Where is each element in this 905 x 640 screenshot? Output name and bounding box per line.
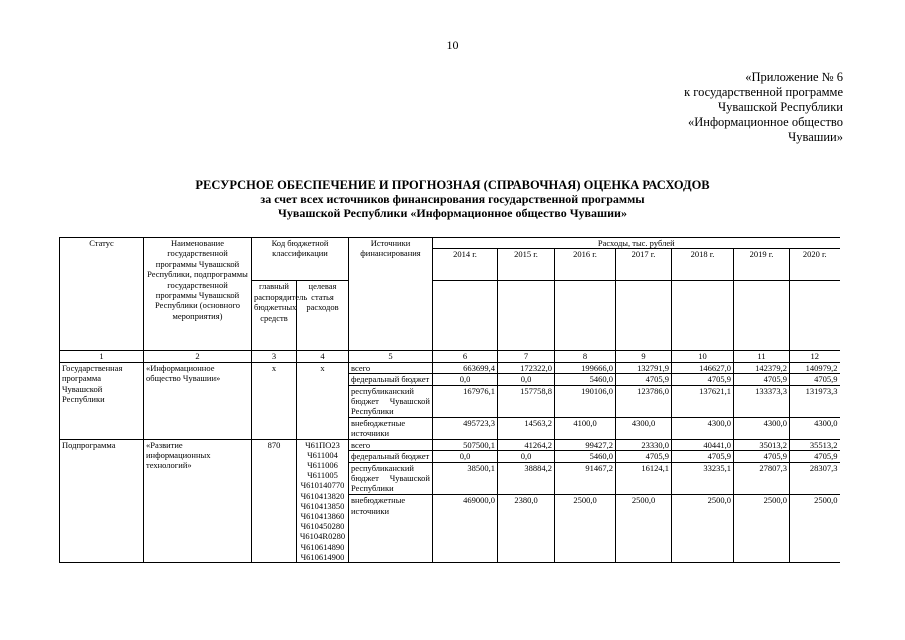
header-main-manager: главный распорядитель бюджетных средств: [252, 281, 297, 351]
row-target: х: [297, 362, 349, 439]
row-status: Государственная программа Чувашской Республики: [60, 362, 144, 439]
row-source: внебюджетные источники: [349, 495, 433, 563]
value-cell: 133373,3: [734, 385, 790, 417]
header-year: 2016 г.: [555, 249, 616, 281]
value-cell: 172322,0: [498, 362, 555, 373]
value-cell: 4300,0: [734, 417, 790, 439]
row-name: «Информационное общество Чувашии»: [144, 362, 252, 439]
header-target-item: целевая статья расходов: [297, 281, 349, 351]
value-cell: 4705,9: [734, 374, 790, 385]
value-cell: 4705,9: [734, 451, 790, 462]
value-cell: 4705,9: [672, 374, 734, 385]
appendix-line: к государственной программе: [684, 85, 843, 99]
column-number: 2: [144, 351, 252, 362]
column-number: 4: [297, 351, 349, 362]
value-cell: 40441,0: [672, 439, 734, 450]
value-cell: 91467,2: [555, 462, 616, 494]
table-row: [60, 439, 840, 450]
table-row: [60, 362, 840, 373]
header-name: Наименование государственной программы Чувашской Республики, подпрограммы государственной программы Чувашской Республики (основного мероприятия): [144, 238, 252, 351]
page-number: 10: [446, 38, 459, 52]
heading-line-3: Чувашской Республики «Информационное общество Чувашии»: [278, 206, 627, 220]
value-cell: 5460,0: [555, 374, 616, 385]
value-cell: 4100,0: [555, 417, 616, 439]
heading-line-2: за счет всех источников финансирования государственной программы: [260, 192, 645, 206]
value-cell: 23330,0: [616, 439, 672, 450]
header-year: 2019 г.: [734, 249, 790, 281]
row-source: федеральный бюджет: [349, 374, 433, 385]
value-cell: 137621,1: [672, 385, 734, 417]
value-cell: 5460,0: [555, 451, 616, 462]
column-number: 7: [498, 351, 555, 362]
value-cell: 33235,1: [672, 462, 734, 494]
value-cell: 41264,2: [498, 439, 555, 450]
column-number: 1: [60, 351, 144, 362]
value-cell: 2500,0: [734, 495, 790, 563]
row-source: внебюджетные источники: [349, 417, 433, 439]
value-cell: 140979,2: [790, 362, 840, 373]
value-cell: 507500,1: [433, 439, 498, 450]
appendix-line: Чувашии»: [788, 130, 843, 144]
heading-line-1: РЕСУРСНОЕ ОБЕСПЕЧЕНИЕ И ПРОГНОЗНАЯ (СПРАВОЧНАЯ) ОЦЕНКА РАСХОДОВ: [195, 178, 710, 192]
value-cell: 4300,0: [790, 417, 840, 439]
value-cell: 132791,9: [616, 362, 672, 373]
column-number: 3: [252, 351, 297, 362]
value-cell: 146627,0: [672, 362, 734, 373]
value-cell: 99427,2: [555, 439, 616, 450]
row-source: всего: [349, 439, 433, 450]
document-heading: [0, 178, 905, 220]
column-number: 12: [790, 351, 840, 362]
value-cell: 2500,0: [672, 495, 734, 563]
row-manager: х: [252, 362, 297, 439]
value-cell: 199666,0: [555, 362, 616, 373]
value-cell: 131973,3: [790, 385, 840, 417]
value-cell: 4705,9: [616, 374, 672, 385]
header-expenses: Расходы, тыс. рублей: [433, 238, 840, 249]
value-cell: 0,0: [433, 374, 498, 385]
column-number: 8: [555, 351, 616, 362]
header-year: 2014 г.: [433, 249, 498, 281]
row-source: республиканский бюджет Чувашской Республики: [349, 385, 433, 417]
value-cell: 0,0: [498, 374, 555, 385]
value-cell: 35013,2: [734, 439, 790, 450]
header-status: Статус: [60, 238, 144, 351]
value-cell: 123786,0: [616, 385, 672, 417]
value-cell: 190106,0: [555, 385, 616, 417]
row-target: Ч61ПО23 Ч611004 Ч611006 Ч611005 Ч610140770 Ч610413820 Ч610413850 Ч610413860 Ч610450280 Ч6104R0280 Ч610614890 Ч610614900: [297, 439, 349, 562]
header-budget-code: Код бюджетной классификации: [252, 238, 349, 281]
row-status: Подпрограмма: [60, 439, 144, 562]
appendix-line: «Приложение № 6: [745, 70, 843, 84]
value-cell: 157758,8: [498, 385, 555, 417]
value-cell: 2380,0: [498, 495, 555, 563]
value-cell: 38500,1: [433, 462, 498, 494]
row-source: республиканский бюджет Чувашской Республики: [349, 462, 433, 494]
value-cell: 28307,3: [790, 462, 840, 494]
value-cell: 0,0: [433, 451, 498, 462]
expenses-table: [59, 237, 840, 563]
value-cell: 469000,0: [433, 495, 498, 563]
header-year: 2017 г.: [616, 249, 672, 281]
value-cell: 663699,4: [433, 362, 498, 373]
value-cell: 35513,2: [790, 439, 840, 450]
value-cell: 4705,9: [790, 374, 840, 385]
row-source: всего: [349, 362, 433, 373]
value-cell: 0,0: [498, 451, 555, 462]
header-sources: Источники финансирования: [349, 238, 433, 351]
value-cell: 167976,1: [433, 385, 498, 417]
value-cell: 14563,2: [498, 417, 555, 439]
row-source: федеральный бюджет: [349, 451, 433, 462]
value-cell: 2500,0: [555, 495, 616, 563]
column-number: 6: [433, 351, 498, 362]
header-year: 2020 г.: [790, 249, 840, 281]
column-number: 5: [349, 351, 433, 362]
header-year: 2018 г.: [672, 249, 734, 281]
column-number: 11: [734, 351, 790, 362]
column-number-row: [60, 351, 840, 362]
header-year: 2015 г.: [498, 249, 555, 281]
row-name: «Развитие информационных технологий»: [144, 439, 252, 562]
column-number: 10: [672, 351, 734, 362]
appendix-line: «Информационное общество: [687, 115, 843, 129]
value-cell: 38884,2: [498, 462, 555, 494]
value-cell: 2500,0: [790, 495, 840, 563]
value-cell: 4705,9: [672, 451, 734, 462]
value-cell: 4300,0: [672, 417, 734, 439]
value-cell: 4705,9: [616, 451, 672, 462]
value-cell: 4705,9: [790, 451, 840, 462]
value-cell: 2500,0: [616, 495, 672, 563]
value-cell: 142379,2: [734, 362, 790, 373]
value-cell: 16124,1: [616, 462, 672, 494]
value-cell: 27807,3: [734, 462, 790, 494]
value-cell: 4300,0: [616, 417, 672, 439]
column-number: 9: [616, 351, 672, 362]
value-cell: 495723,3: [433, 417, 498, 439]
appendix-note: [643, 70, 843, 145]
row-manager: 870: [252, 439, 297, 562]
appendix-line: Чувашской Республики: [717, 100, 843, 114]
